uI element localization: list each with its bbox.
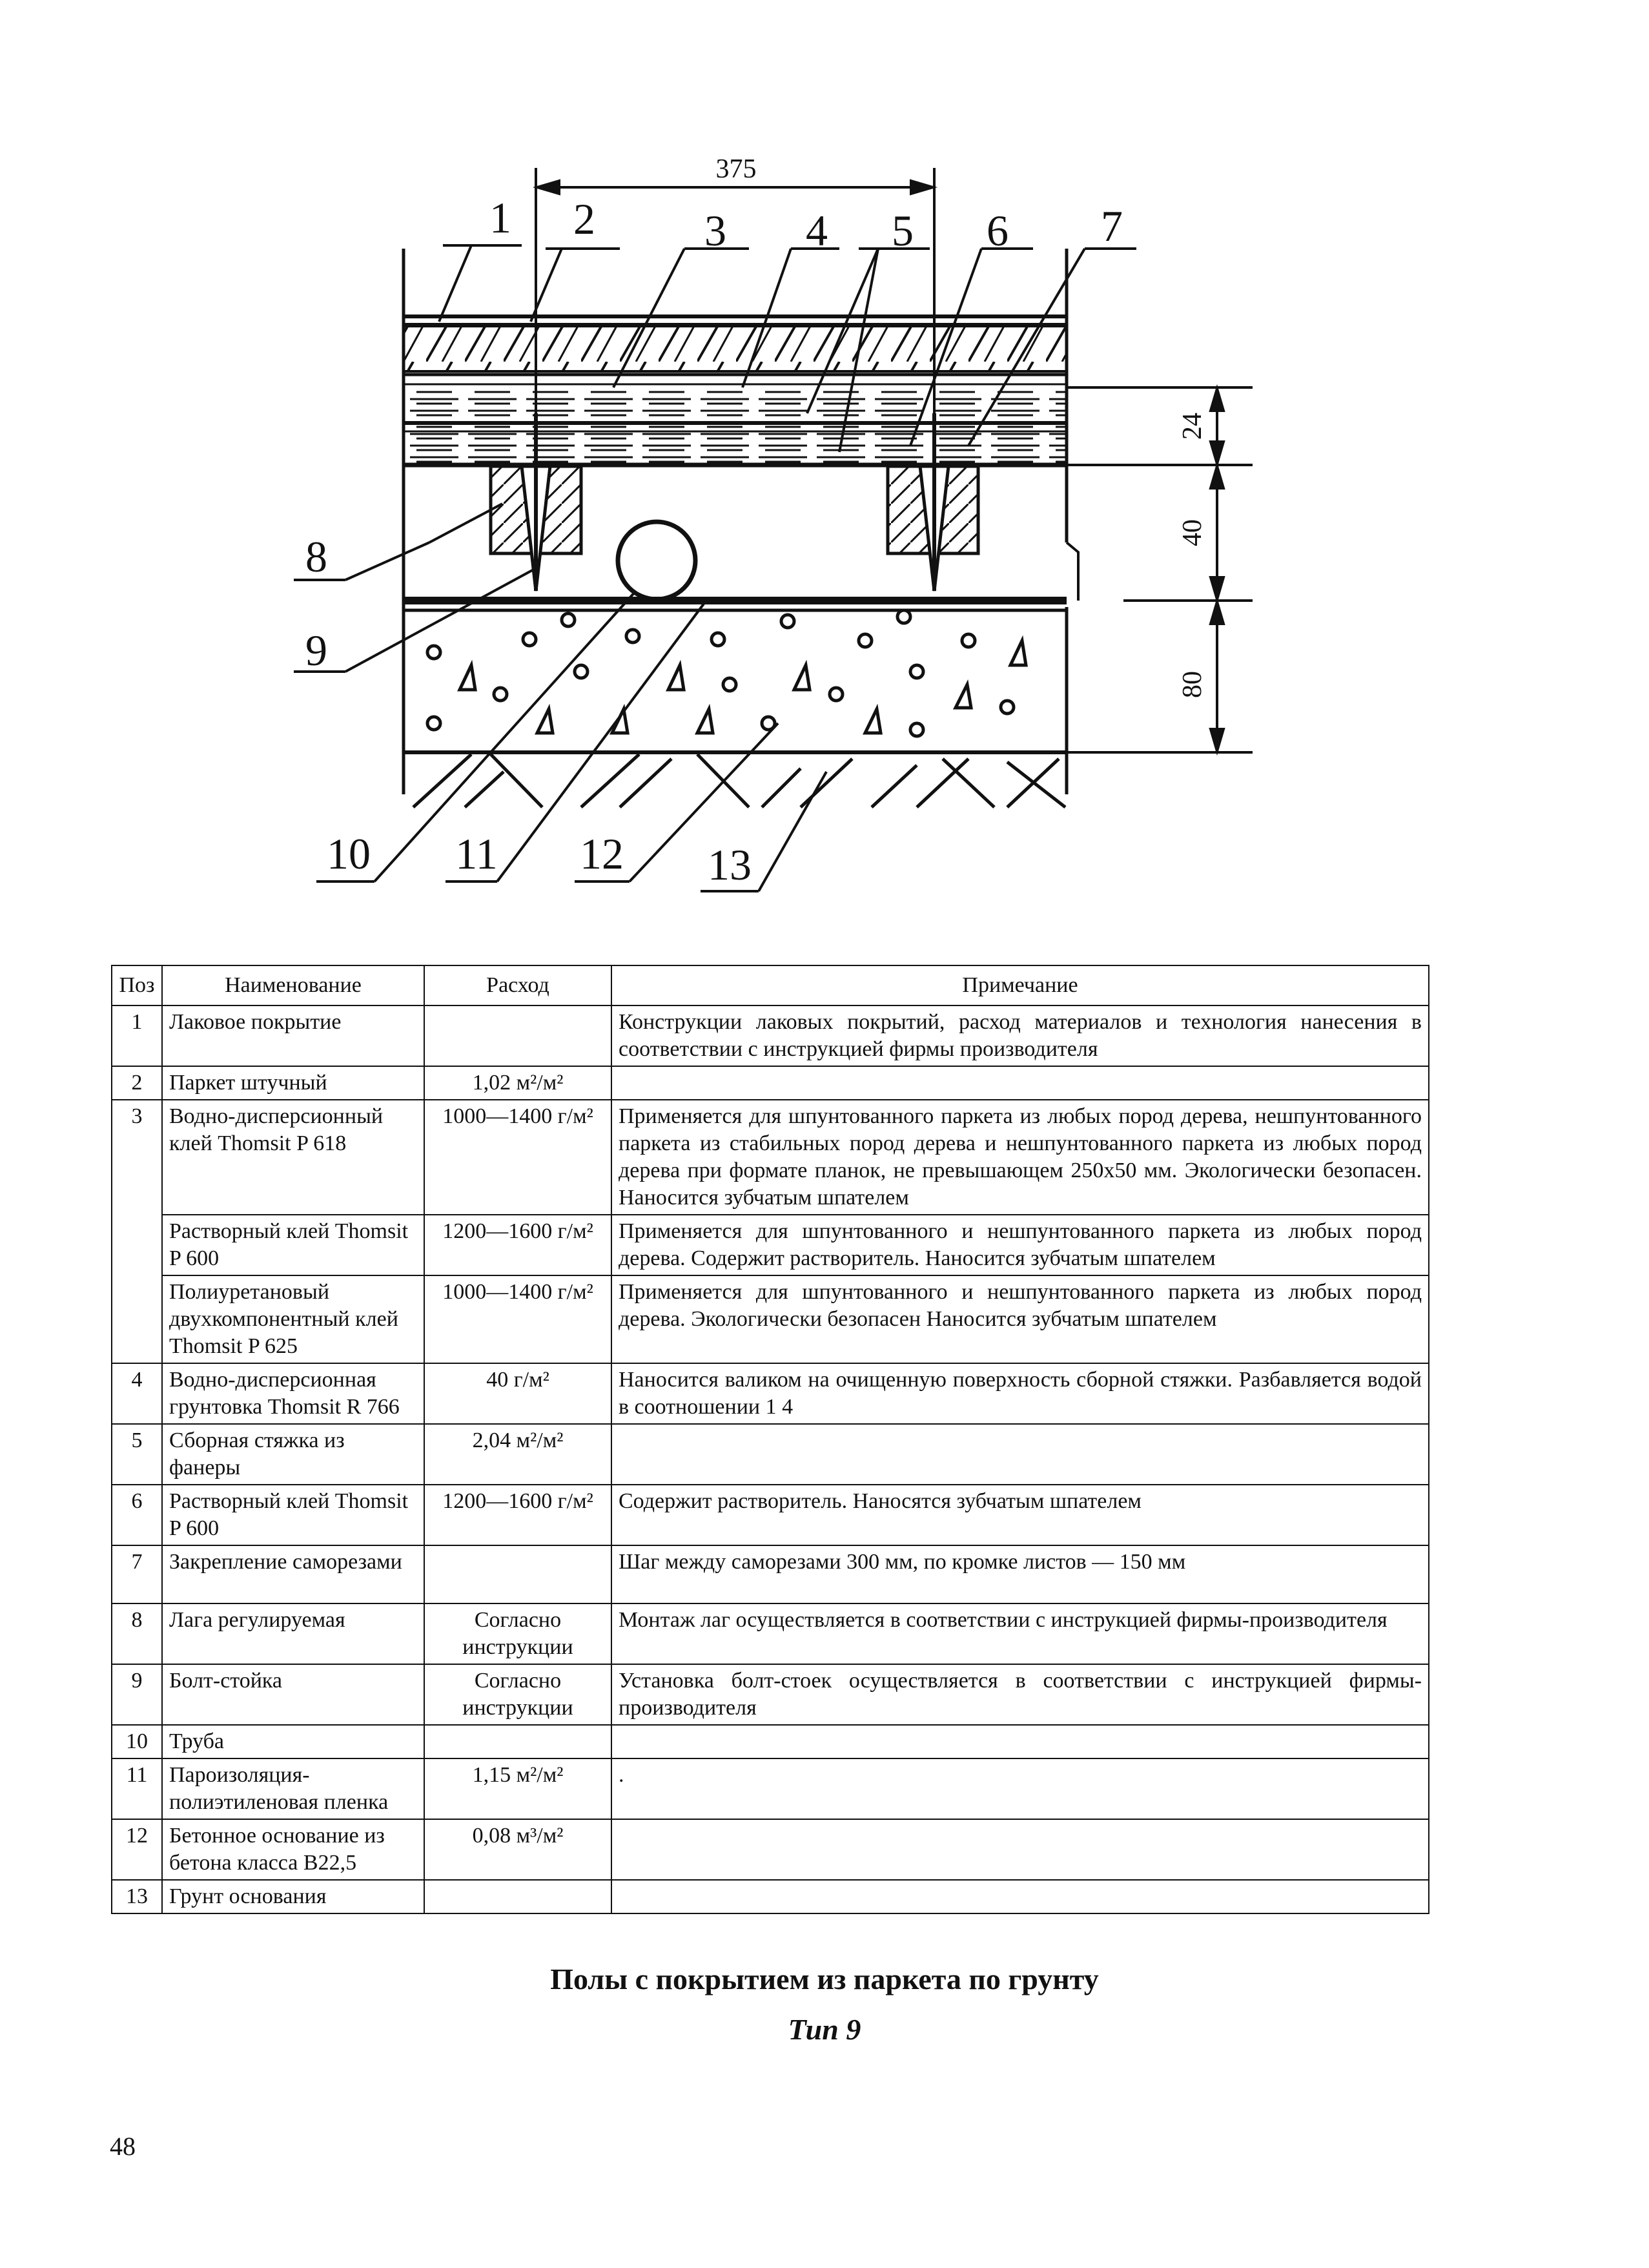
table-row — [112, 1363, 1429, 1424]
cell-name: Труба — [162, 1725, 424, 1758]
table-row — [112, 1758, 1429, 1819]
cell-pos: 5 — [112, 1424, 162, 1485]
cell-rate: Согласно инструкции — [424, 1664, 611, 1725]
cell-rate — [424, 1005, 611, 1066]
cell-note: Содержит растворитель. Наносятся зубчатым шпателем — [611, 1485, 1429, 1545]
header-pos: Поз — [112, 965, 162, 1005]
plywood-screed-layer — [404, 391, 1067, 465]
svg-text:12: 12 — [580, 829, 624, 878]
dimension-right — [1067, 387, 1253, 752]
cell-rate: 1,15 м²/м² — [424, 1758, 611, 1819]
header-note: Примечание — [611, 965, 1429, 1005]
cell-note: Применяется для шпунтованного паркета из любых пород дерева, нешпунтованного паркета из стабильных пород дерева и нешпунтованного паркета из любых пород дерева при формате планок, не превышающем 250x50 мм. Экологически безопасен. Наносится зубчатым шпателем — [611, 1100, 1429, 1215]
cell-rate — [424, 1725, 611, 1758]
cell-pos — [112, 1215, 162, 1275]
cell-rate — [424, 1880, 611, 1913]
callout-labels-left — [305, 532, 327, 675]
cell-name: Водно-дисперсионный клей Thomsit P 618 — [162, 1100, 424, 1215]
cell-rate: Согласно инструкции — [424, 1603, 611, 1664]
parquet-layer — [404, 316, 1067, 384]
svg-text:4: 4 — [806, 206, 828, 255]
table-header-row — [112, 965, 1429, 1005]
page-title: Полы с покрытием из паркета по грунту — [550, 1963, 1099, 1995]
cell-pos: 6 — [112, 1485, 162, 1545]
table-row — [112, 1215, 1429, 1275]
pipe — [618, 522, 695, 599]
header-name: Наименование — [162, 965, 424, 1005]
cell-name: Сборная стяжка из фанеры — [162, 1424, 424, 1485]
cell-rate: 1,02 м²/м² — [424, 1066, 611, 1100]
concrete-base — [404, 610, 1067, 752]
cell-pos: 10 — [112, 1725, 162, 1758]
svg-text:3: 3 — [704, 206, 726, 255]
cell-name: Грунт основания — [162, 1880, 424, 1913]
table-row — [112, 1819, 1429, 1880]
cell-pos: 12 — [112, 1819, 162, 1880]
cell-name: Болт-стойка — [162, 1664, 424, 1725]
svg-text:24: 24 — [1178, 413, 1207, 440]
cell-pos — [112, 1275, 162, 1363]
cell-name: Пароизоляция-полиэтиленовая пленка — [162, 1758, 424, 1819]
page-subtitle: Тип 9 — [788, 2013, 861, 2046]
svg-text:6: 6 — [987, 206, 1009, 255]
cell-rate: 2,04 м²/м² — [424, 1424, 611, 1485]
table-row — [112, 1880, 1429, 1913]
table-row — [112, 1005, 1429, 1066]
svg-text:11: 11 — [455, 829, 498, 878]
svg-text:13: 13 — [708, 840, 752, 889]
svg-text:9: 9 — [305, 626, 327, 675]
cell-note: Конструкции лаковых покрытий, расход материалов и технология нанесения в соответствии с инструкцией фирмы производителя — [611, 1005, 1429, 1066]
cell-pos: 2 — [112, 1066, 162, 1100]
table-row — [112, 1100, 1429, 1215]
cell-pos: 8 — [112, 1603, 162, 1664]
table-row — [112, 1485, 1429, 1545]
cell-rate: 0,08 м³/м² — [424, 1819, 611, 1880]
cell-rate: 1000—1400 г/м² — [424, 1100, 611, 1215]
cell-pos: 7 — [112, 1545, 162, 1603]
cell-name: Лаковое покрытие — [162, 1005, 424, 1066]
svg-text:7: 7 — [1101, 201, 1123, 251]
cell-name: Лага регулируемая — [162, 1603, 424, 1664]
page-number: 48 — [110, 2132, 136, 2161]
callout-labels-top — [489, 193, 1123, 255]
cell-note: . — [611, 1758, 1429, 1819]
cell-pos: 1 — [112, 1005, 162, 1066]
table-row — [112, 1545, 1429, 1603]
table-row — [112, 1603, 1429, 1664]
svg-text:80: 80 — [1178, 671, 1207, 698]
floor-section-drawing — [0, 0, 1649, 930]
specification-table — [111, 965, 1429, 1914]
cell-name: Растворный клей Thomsit P 600 — [162, 1215, 424, 1275]
cell-note: Монтаж лаг осуществляется в соответствии с инструкцией фирмы-производителя — [611, 1603, 1429, 1664]
table-row — [112, 1066, 1429, 1100]
ground-hatch — [413, 754, 1065, 807]
table-row — [112, 1275, 1429, 1363]
cell-rate — [424, 1545, 611, 1603]
cell-note — [611, 1725, 1429, 1758]
header-rate: Расход — [424, 965, 611, 1005]
svg-text:10: 10 — [327, 829, 371, 878]
cell-rate: 40 г/м² — [424, 1363, 611, 1424]
cell-name: Полиуретановый двухкомпонентный клей Thomsit P 625 — [162, 1275, 424, 1363]
callout-labels-bottom — [327, 829, 752, 889]
cell-note: Шаг между саморезами 300 мм, по кромке листов — 150 мм — [611, 1545, 1429, 1603]
cell-name: Закрепление саморезами — [162, 1545, 424, 1603]
cell-note: Применяется для шпунтованного и нешпунтованного паркета из любых пород дерева. Экологически безопасен Наносится зубчатым шпателем — [611, 1275, 1429, 1363]
cell-name: Бетонное основание из бетона класса B22,5 — [162, 1819, 424, 1880]
cell-rate: 1000—1400 г/м² — [424, 1275, 611, 1363]
cell-pos: 11 — [112, 1758, 162, 1819]
table-row — [112, 1664, 1429, 1725]
table-row — [112, 1725, 1429, 1758]
svg-text:1: 1 — [489, 193, 511, 242]
cell-pos: 3 — [112, 1100, 162, 1215]
cell-pos: 13 — [112, 1880, 162, 1913]
svg-text:8: 8 — [305, 532, 327, 581]
cell-rate: 1200—1600 г/м² — [424, 1215, 611, 1275]
cell-name: Паркет штучный — [162, 1066, 424, 1100]
cell-note: Наносится валиком на очищенную поверхность сборной стяжки. Разбавляется водой в соотношении 1 4 — [611, 1363, 1429, 1424]
cell-note — [611, 1066, 1429, 1100]
cell-pos: 9 — [112, 1664, 162, 1725]
table-row — [112, 1424, 1429, 1485]
cell-name: Водно-дисперсионная грунтовка Thomsit R 766 — [162, 1363, 424, 1424]
svg-text:375: 375 — [715, 154, 757, 184]
cell-note — [611, 1819, 1429, 1880]
cell-note: Применяется для шпунтованного и нешпунтованного паркета из любых пород дерева. Содержит растворитель. Наносится зубчатым шпателем — [611, 1215, 1429, 1275]
cell-note — [611, 1424, 1429, 1485]
cell-note: Установка болт-стоек осуществляется в соответствии с инструкцией фирмы-производителя — [611, 1664, 1429, 1725]
svg-text:2: 2 — [573, 194, 595, 243]
cell-rate: 1200—1600 г/м² — [424, 1485, 611, 1545]
svg-text:5: 5 — [892, 206, 914, 255]
svg-text:40: 40 — [1178, 519, 1207, 546]
cell-pos: 4 — [112, 1363, 162, 1424]
cell-name: Растворный клей Thomsit P 600 — [162, 1485, 424, 1545]
cell-note — [611, 1880, 1429, 1913]
